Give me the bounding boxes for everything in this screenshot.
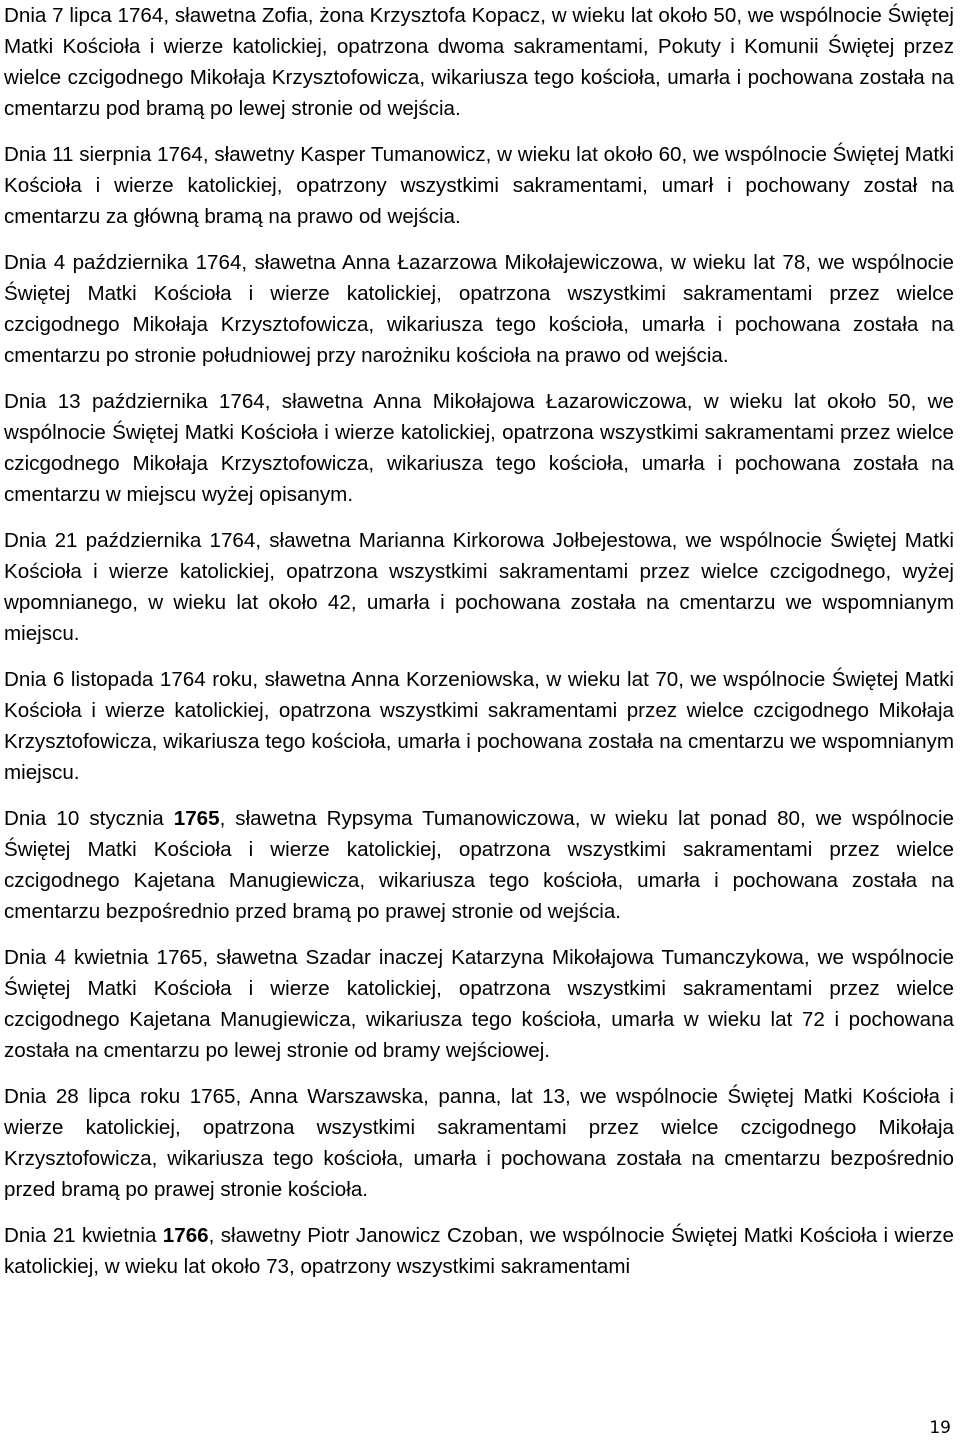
entry-year-bold: 1765	[173, 807, 220, 830]
record-entry-10	[4, 1220, 954, 1282]
record-entry-3: Dnia 4 października 1764, sławetna Anna Łazarzowa Mikołajewiczowa, w wieku lat 78, we wspólnocie Świętej Matki Kościoła i wierze katolickiej, opatrzona wszystkimi sakramentami przez wielce czcigodnego Mikołaja Krzysztofowicza, wikariusza tego kościoła, umarła i pochowana została na cmentarzu po stronie południowej przy narożniku kościoła na prawo od wejścia.	[4, 251, 954, 367]
record-entry-5: Dnia 21 października 1764, sławetna Marianna Kirkorowa Jołbejestowa, we wspólnocie Świętej Matki Kościoła i wierze katolickiej, opatrzona wszystkimi sakramentami przez wielce czcigodnego, wyżej wpomnianego, w wieku lat około 42, umarła i pochowana została na cmentarzu we wspomnianym miejscu.	[4, 529, 954, 645]
record-entry-4: Dnia 13 października 1764, sławetna Anna Mikołajowa Łazarowiczowa, w wieku lat około 50, we wspólnocie Świętej Matki Kościoła i wierze katolickiej, opatrzona wszystkimi sakramentami przez wielce czicgodnego Mikołaja Krzysztofowicza, wikariusza tego kościoła, umarła i pochowana została na cmentarzu w miejscu wyżej opisanym.	[4, 390, 954, 506]
entry-year-bold: 1766	[162, 1224, 209, 1247]
record-entry-9: Dnia 28 lipca roku 1765, Anna Warszawska, panna, lat 13, we wspólnocie Świętej Matki Kościoła i wierze katolickiej, opatrzona wszystkimi sakramentami przez wielce czcigodnego Mikołaja Krzysztofowicza, wikariusza tego kościoła, umarła i pochowana została na cmentarzu bezpośrednio przed bramą po prawej stronie kościoła.	[4, 1085, 954, 1201]
record-entry-7	[4, 803, 954, 927]
page-number: 19	[929, 1418, 951, 1438]
record-entry-6: Dnia 6 listopada 1764 roku, sławetna Anna Korzeniowska, w wieku lat 70, we wspólnocie Świętej Matki Kościoła i wierze katolickiej, opatrzona wszystkimi sakramentami przez wielce czcigodnego Mikołaja Krzysztofowicza, wikariusza tego kościoła, umarła i pochowana została na cmentarzu we wspomnianym miejscu.	[4, 668, 954, 784]
entry-text-start: Dnia 21 kwietnia	[4, 1224, 163, 1247]
record-entry-8: Dnia 4 kwietnia 1765, sławetna Szadar inaczej Katarzyna Mikołajowa Tumanczykowa, we wspólnocie Świętej Matki Kościoła i wierze katolickiej, opatrzona wszystkimi sakramentami przez wielce czcigodnego Kajetana Manugiewicza, wikariusza tego kościoła, umarła w wieku lat 72 i pochowana została na cmentarzu po lewej stronie od bramy wejściowej.	[4, 946, 954, 1062]
record-entry-1: Dnia 7 lipca 1764, sławetna Zofia, żona Krzysztofa Kopacz, w wieku lat około 50, we wspólnocie Świętej Matki Kościoła i wierze katolickiej, opatrzona dwoma sakramentami, Pokuty i Komunii Świętej przez wielce czcigodnego Mikołaja Krzysztofowicza, wikariusza tego kościoła, umarła i pochowana została na cmentarzu pod bramą po lewej stronie od wejścia.	[4, 4, 954, 120]
entry-text-rest: , sławetna Rypsyma Tumanowiczowa, w wieku lat ponad 80, we wspólnocie Świętej Matki Kościoła i wierze katolickiej, opatrzona wszystkimi sakramentami przez wielce czcigodnego Kajetana Manugiewicza, wikariusza tego kościoła, umarła i pochowana została na cmentarzu bezpośrednio przed bramą po prawej stronie od wejścia.	[4, 807, 954, 923]
entry-text-start: Dnia 10 stycznia	[4, 807, 174, 830]
document-body	[4, 0, 954, 1297]
entry-text-rest: , sławetny Piotr Janowicz Czoban, we wspólnocie Świętej Matki Kościoła i wierze katolickiej, w wieku lat około 73, opatrzony wszystkimi sakramentami	[4, 1224, 955, 1278]
record-entry-2: Dnia 11 sierpnia 1764, sławetny Kasper Tumanowicz, w wieku lat około 60, we wspólnocie Świętej Matki Kościoła i wierze katolickiej, opatrzony wszystkimi sakramentami, umarł i pochowany został na cmentarzu za główną bramą na prawo od wejścia.	[4, 143, 954, 228]
